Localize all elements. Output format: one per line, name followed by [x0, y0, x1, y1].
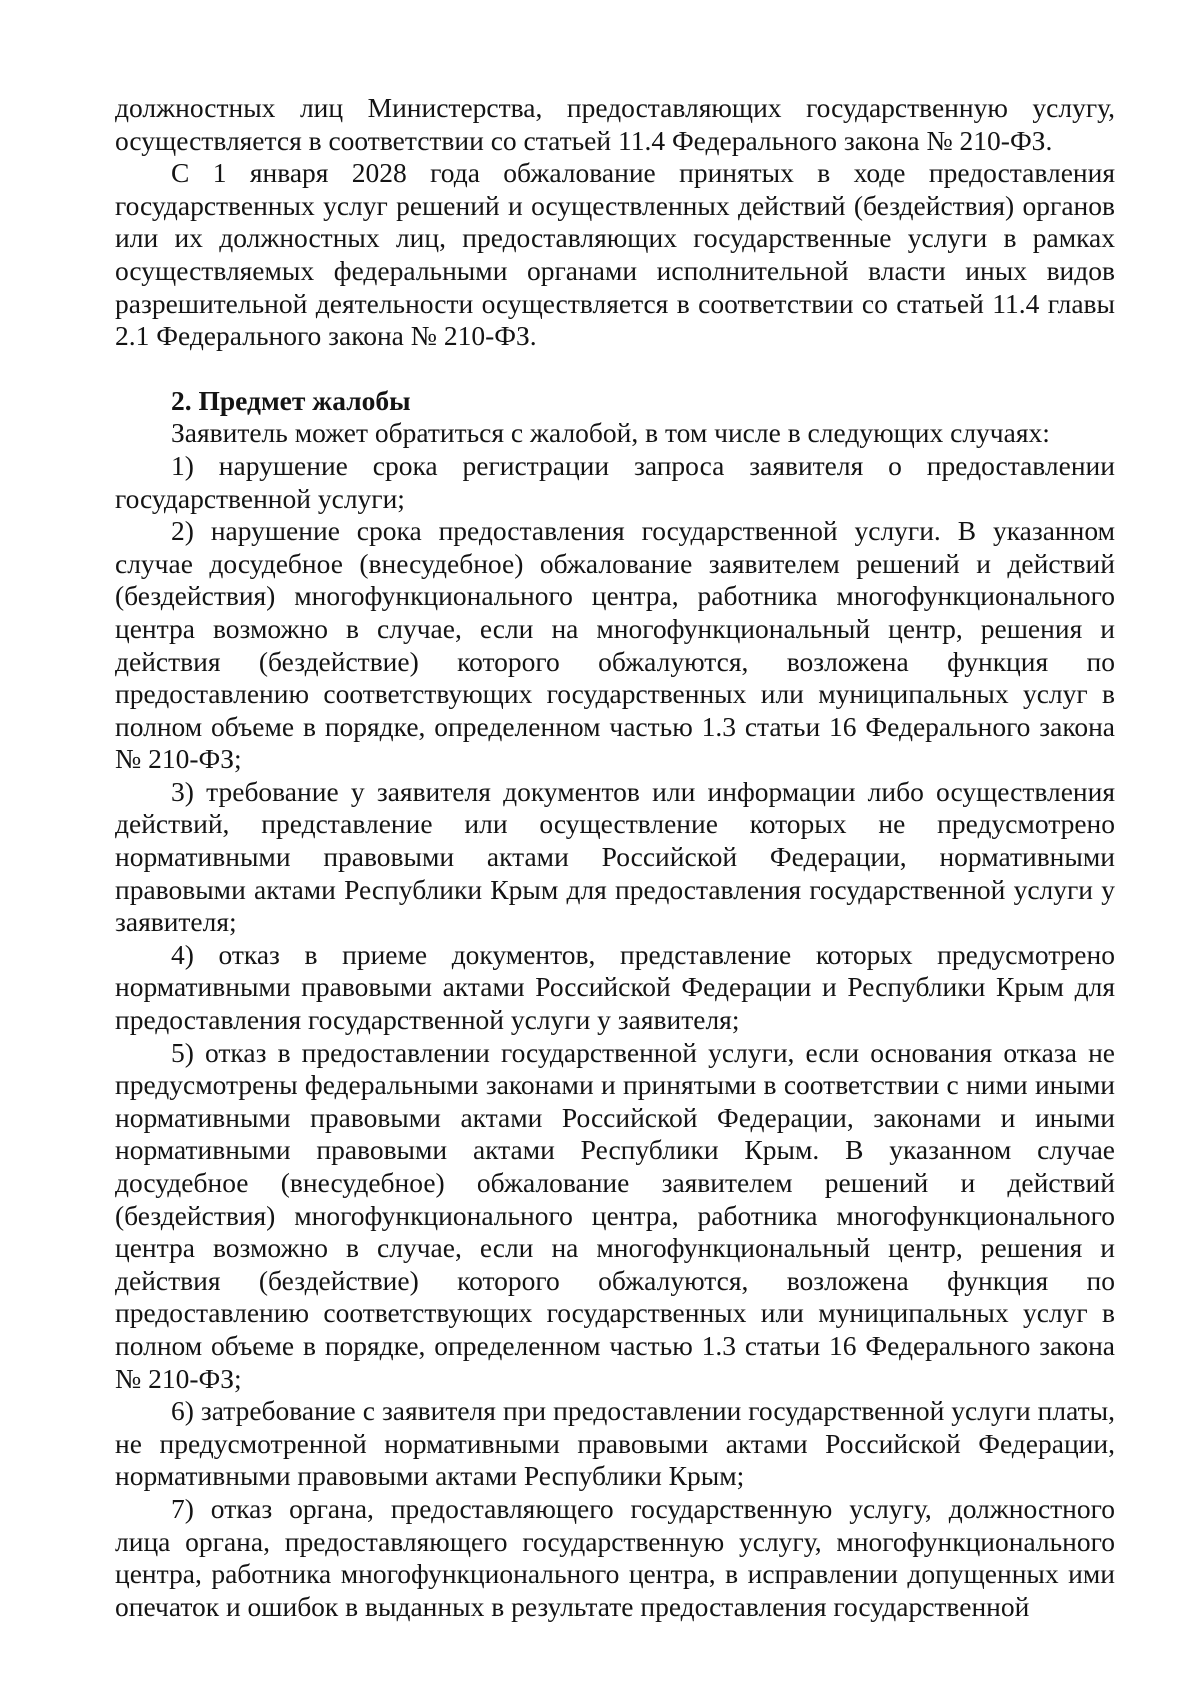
list-item-6: 6) затребование с заявителя при предоставлении государственной услуги платы, не предусмотренной нормативными правовыми актами Российской Федерации, нормативными правовыми актами Республики Крым; — [115, 1395, 1115, 1492]
paragraph-appeal-2028: С 1 января 2028 года обжалование принятых в ходе предоставления государственных услуг решений и осуществленных действий (бездействия) органов или их должностных лиц, предоставляющих государственные услуги в рамках осуществляемых федеральными органами исполнительной власти иных видов разрешительной деятельности осуществляется в соответствии со статьей 11.4 главы 2.1 Федерального закона № 210-ФЗ. — [115, 157, 1115, 352]
section-gap — [115, 353, 1115, 385]
list-item-2: 2) нарушение срока предоставления государственной услуги. В указанном случае досудебное (внесудебное) обжалование заявителем решений и действий (бездействия) многофункционального центра, работника многофункционального центра возможно в случае, если на многофункциональный центр, решения и действия (бездействие) которого обжалуются, возложена функция по предоставлению соответствующих государственных или муниципальных услуг в полном объеме в порядке, определенном частью 1.3 статьи 16 Федерального закона № 210-ФЗ; — [115, 515, 1115, 775]
paragraph-continuation: должностных лиц Министерства, предоставляющих государственную услугу, осуществляется в соответствии со статьей 11.4 Федерального закона № 210-ФЗ. — [115, 92, 1115, 156]
section-heading: 2. Предмет жалобы — [171, 384, 411, 416]
paragraph-intro: Заявитель может обратиться с жалобой, в том числе в следующих случаях: — [171, 417, 1050, 449]
list-item-3: 3) требование у заявителя документов или информации либо осуществления действий, представление или осуществление которых не предусмотрено нормативными правовыми актами Российской Федерации, нормативными правовыми актами Республики Крым для предоставления государственной услуги у заявителя; — [115, 775, 1115, 938]
document-page — [115, 92, 1115, 1623]
list-item-1: 1) нарушение срока регистрации запроса заявителя о предоставлении государственной услуги; — [115, 449, 1115, 514]
list-item-7: 7) отказ органа, предоставляющего государственную услугу, должностного лица органа, предоставляющего государственную услугу, многофункционального центра, работника многофункционального центра, в исправлении допущенных ими опечаток и ошибок в выданных в результате предоставления государственной — [115, 1492, 1115, 1622]
list-item-5: 5) отказ в предоставлении государственной услуги, если основания отказа не предусмотрены федеральными законами и принятыми в соответствии с ними иными нормативными правовыми актами Российской Федерации, законами и иными нормативными правовыми актами Республики Крым. В указанном случае досудебное (внесудебное) обжалование заявителем решений и действий (бездействия) многофункционального центра, работника многофункционального центра возможно в случае, если на многофункциональный центр, решения и действия (бездействие) которого обжалуются, возложена функция по предоставлению соответствующих государственных или муниципальных услуг в полном объеме в порядке, определенном частью 1.3 статьи 16 Федерального закона № 210-ФЗ; — [115, 1036, 1115, 1394]
list-item-4: 4) отказ в приеме документов, представление которых предусмотрено нормативными правовыми актами Российской Федерации и Республики Крым для предоставления государственной услуги у заявителя; — [115, 938, 1115, 1036]
